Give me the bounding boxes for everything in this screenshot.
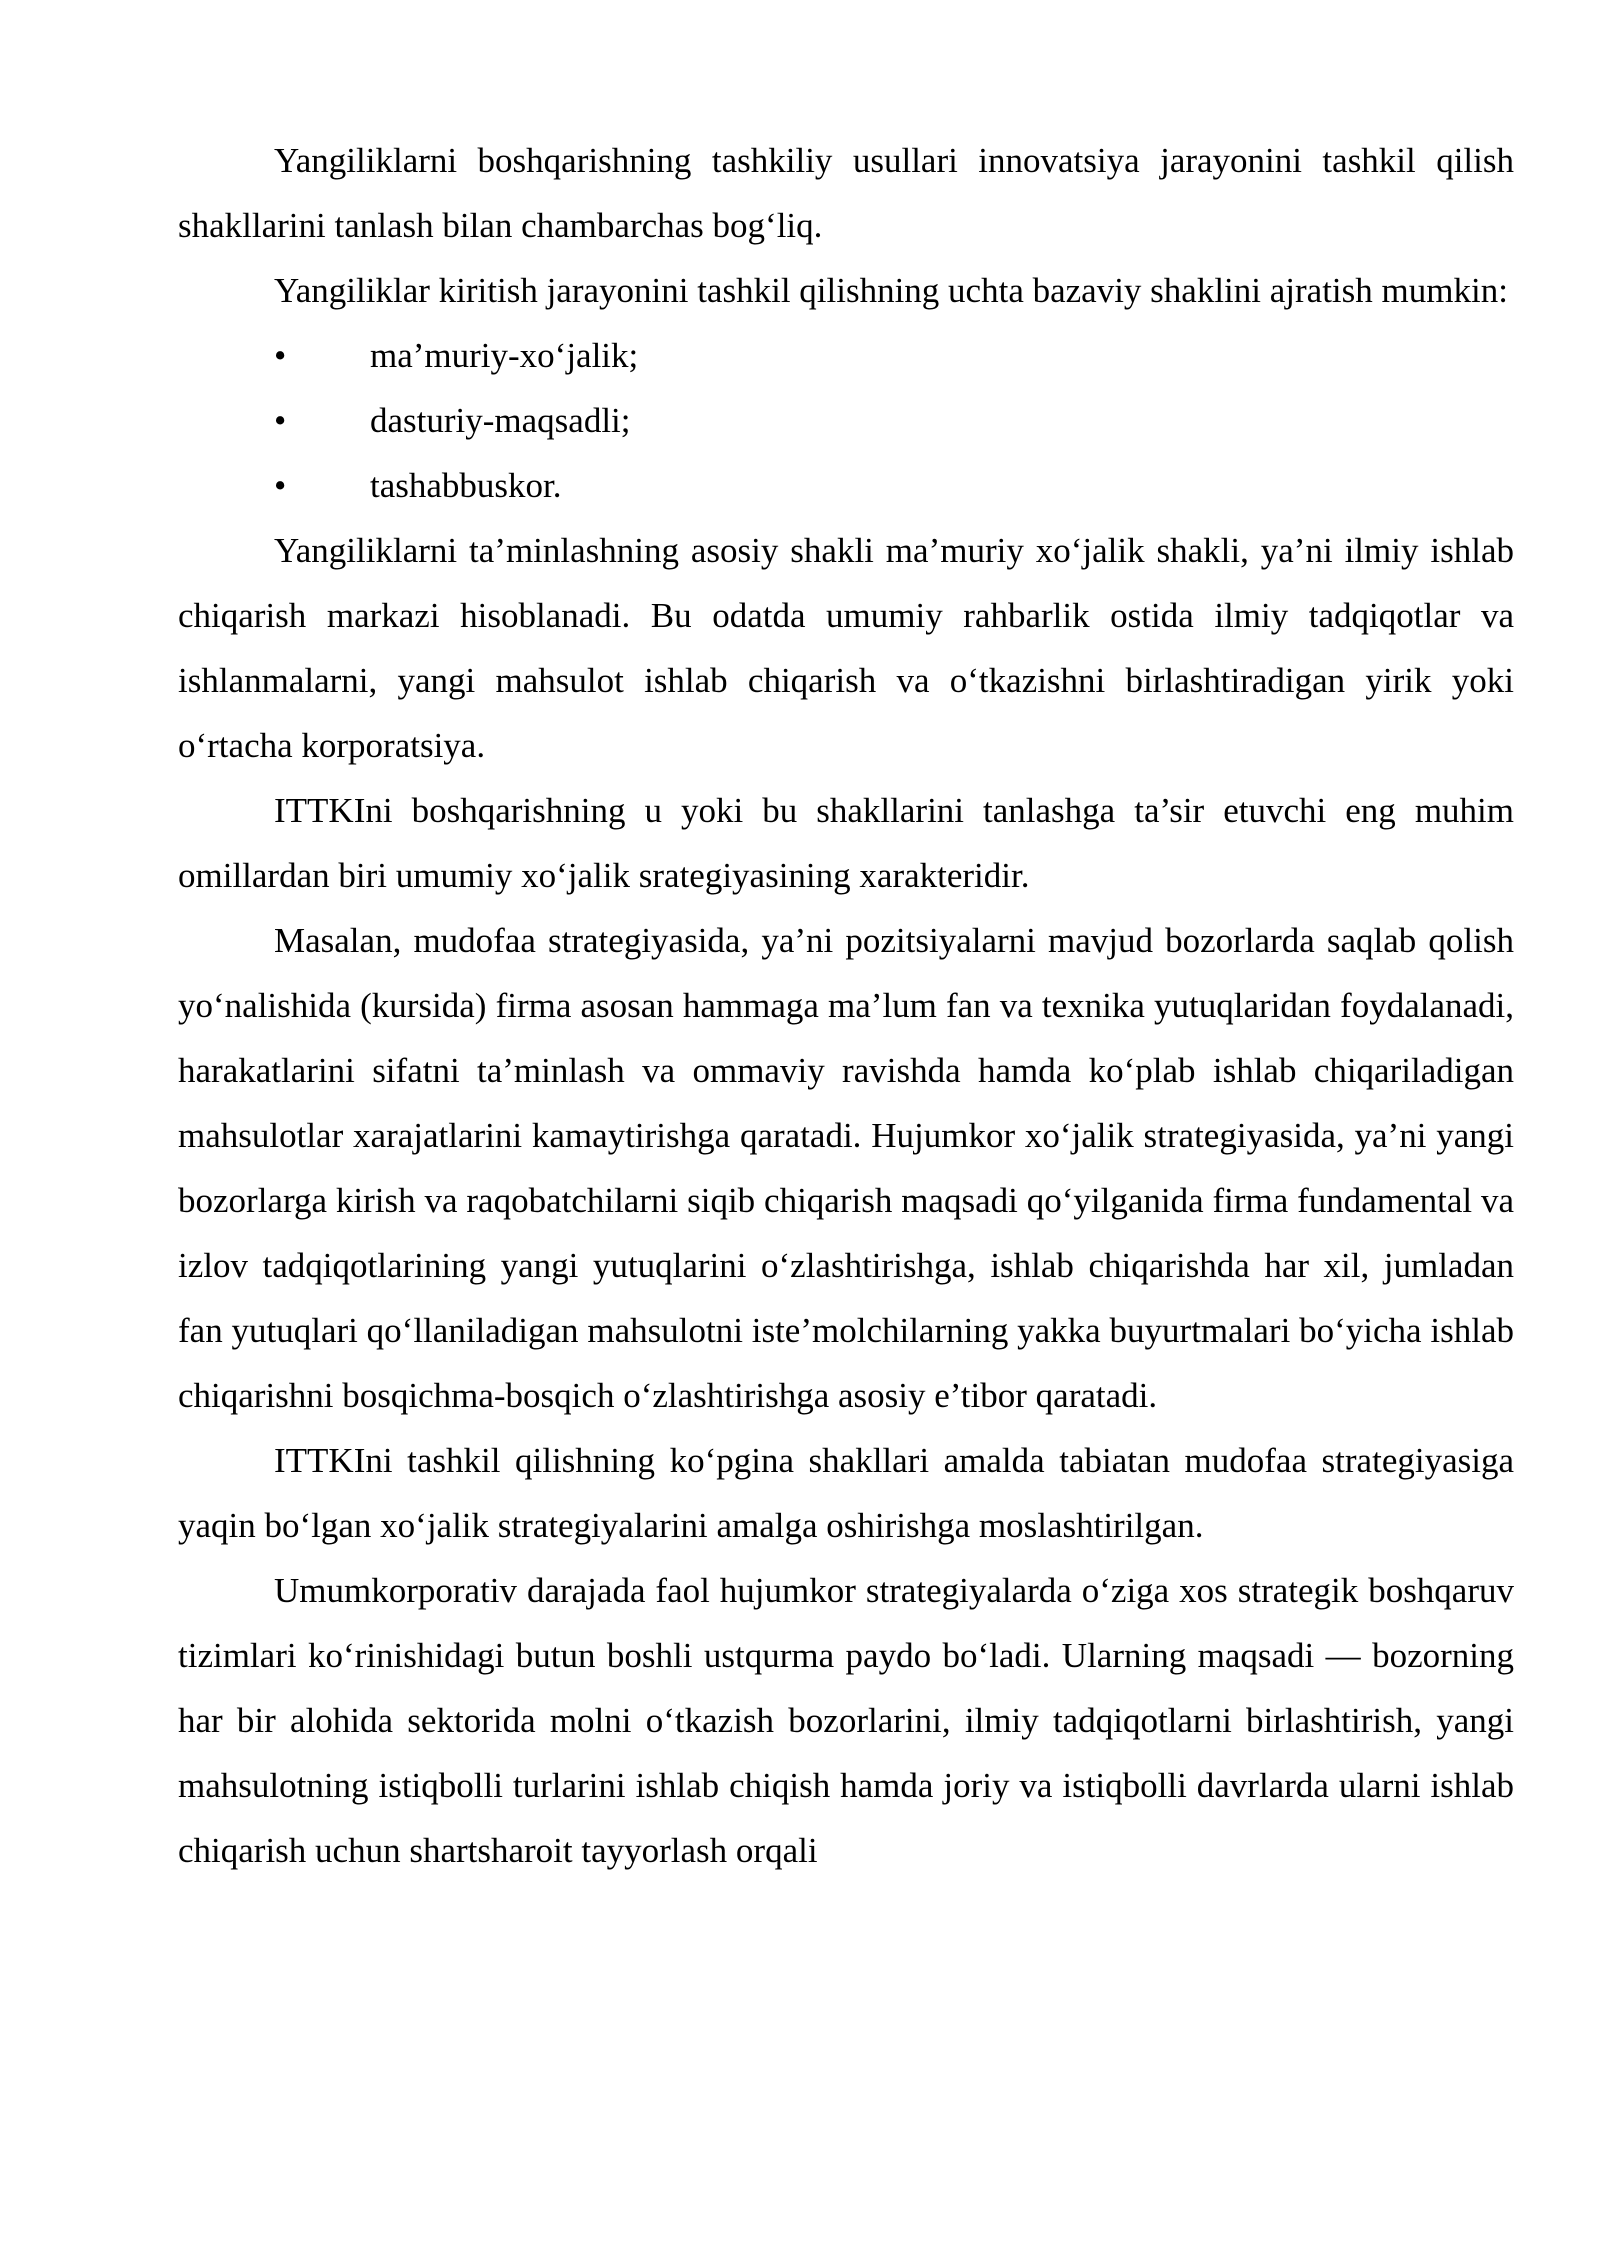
paragraph: Yangiliklarni ta’minlashning asosiy shakli ma’muriy xo‘jalik shakli, ya’ni ilmiy ishlab chiqarish markazi hisoblanadi. Bu odatda umumiy rahbarlik ostida ilmiy tadqiqotlar va ishlanmalarni, yangi mahsulot ishlab chiqarish va o‘tkazishni birlashtiradigan yirik yoki o‘rtacha korporatsiya. [178,531,1514,765]
bullet-icon: • [274,401,287,440]
list-item-text: ma’muriy-xo‘jalik; [370,336,639,375]
paragraph: Yangiliklar kiritish jarayonini tashkil qilishning uchta bazaviy shaklini ajratish mumkin: [274,271,1508,310]
bullet-icon: • [274,336,287,375]
paragraph: ITTKIni boshqarishning u yoki bu shakllarini tanlashga ta’sir etuvchi eng muhim omillardan biri umumiy xo‘jalik srategiyasining xarakteridir. [178,791,1514,895]
list-item [178,453,1514,518]
paragraph: ITTKIni tashkil qilishning ko‘pgina shakllari amalda tabiatan mudofaa strategiyasiga yaqin bo‘lgan xo‘jalik strategiyalarini amalga oshirishga moslashtirilgan. [178,1441,1514,1545]
list-item [178,323,1514,388]
bullet-list [178,323,1514,518]
paragraph: Yangiliklarni boshqarishning tashkiliy usullari innovatsiya jarayonini tashkil qilish shakllarini tanlash bilan chambarchas bog‘liq. [178,141,1514,245]
document-page [178,128,1514,1883]
paragraph: Umumkorporativ darajada faol hujumkor strategiyalarda o‘ziga xos strategik boshqaruv tizimlari ko‘rinishidagi butun boshli ustqurma paydo bo‘ladi. Ularning maqsadi — bozorning har bir alohida sektorida molni o‘tkazish bozorlarini, ilmiy tadqiqotlarni birlashtirish, yangi mahsulotning istiqbolli turlarini ishlab chiqish hamda joriy va istiqbolli davrlarda ularni ishlab chiqarish uchun shartsharoit tayyorlash orqali [178,1571,1514,1870]
list-item-text: dasturiy-maqsadli; [370,401,631,440]
paragraph: Masalan, mudofaa strategiyasida, ya’ni pozitsiyalarni mavjud bozorlarda saqlab qolish yo‘nalishida (kursida) firma asosan hammaga ma’lum fan va texnika yutuqlaridan foydalanadi, harakatlarini sifatni ta’minlash va ommaviy ravishda hamda ko‘plab ishlab chiqariladigan mahsulotlar xarajatlarini kamaytirishga qaratadi. Hujumkor xo‘jalik strategiyasida, ya’ni yangi bozorlarga kirish va raqobatchilarni siqib chiqarish maqsadi qo‘yilganida firma fundamental va izlov tadqiqotlarining yangi yutuqlarini o‘zlashtirishga, ishlab chiqarishda har xil, jumladan fan yutuqlari qo‘llaniladigan mahsulotni iste’molchilarning yakka buyurtmalari bo‘yicha ishlab chiqarishni bosqichma-bosqich o‘zlashtirishga asosiy e’tibor qaratadi. [178,921,1514,1415]
list-item-text: tashabbuskor. [370,466,562,505]
list-item [178,388,1514,453]
bullet-icon: • [274,466,287,505]
